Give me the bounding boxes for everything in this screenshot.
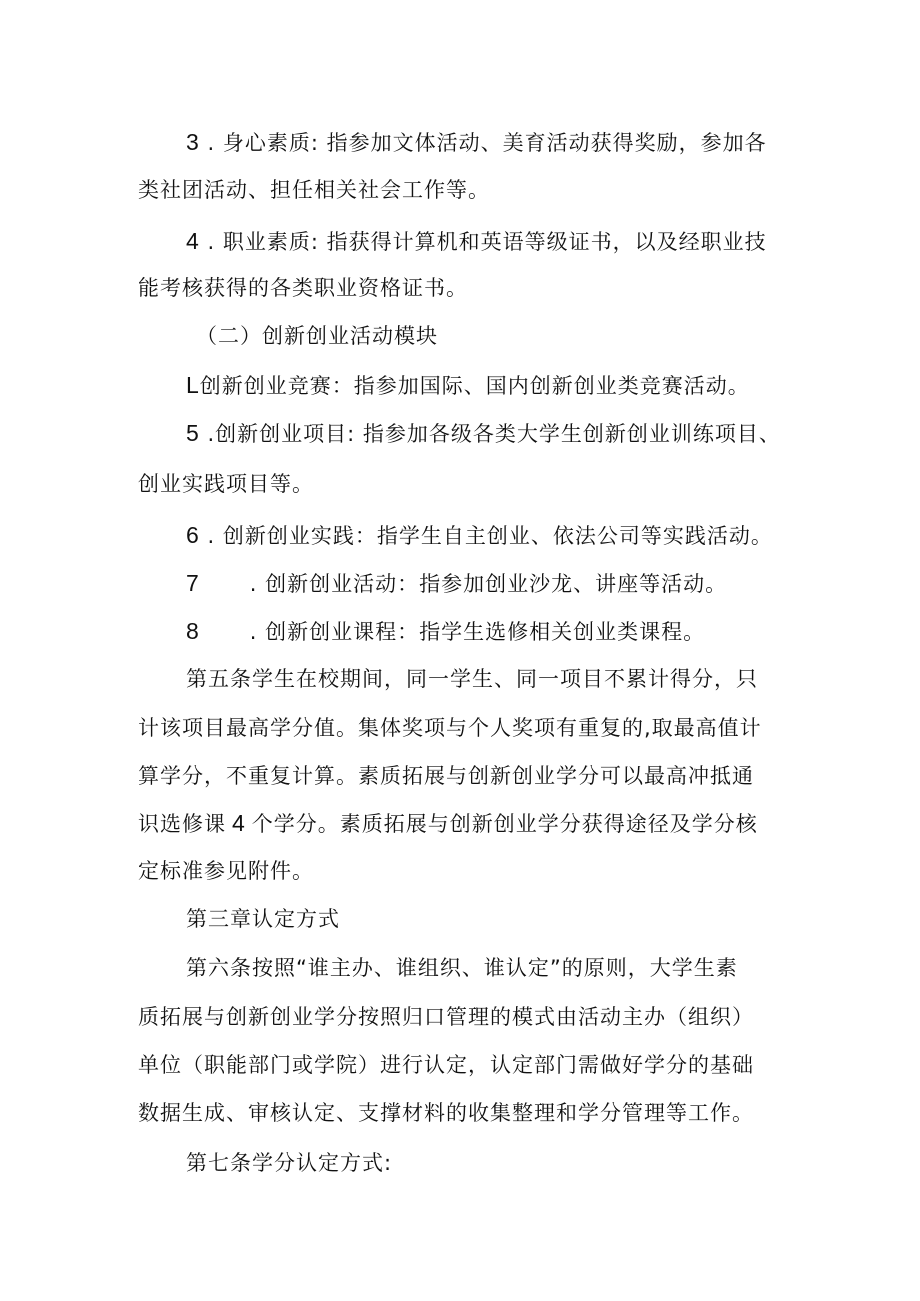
item-8-line xyxy=(186,616,705,647)
item-7-number: 7 xyxy=(186,570,200,596)
item-3-line-1 xyxy=(186,127,767,158)
item-6-number: 6 xyxy=(186,522,200,548)
item-3-line-2: 类社团活动、担任相关社会工作等。 xyxy=(138,178,490,202)
article-5-line-5: 定标准参见附件。 xyxy=(138,859,314,883)
module-heading: （二）创新创业活动模块 xyxy=(196,324,438,348)
article-5-line-3: 算学分，不重复计算。素质拓展与创新创业学分可以最高冲抵通 xyxy=(138,764,754,788)
item-l-text: 创新创业竞赛：指参加国际、国内创新创业类竞赛活动。 xyxy=(199,374,750,398)
item-7-text: . 创新创业活动：指参加创业沙龙、讲座等活动。 xyxy=(249,572,728,596)
article-5-line-1: 第五条学生在校期间，同一学生、同一项目不累计得分，只 xyxy=(186,667,758,691)
item-8-text: . 创新创业课程：指学生选修相关创业类课程。 xyxy=(249,620,706,644)
item-4-line-1 xyxy=(186,226,767,257)
item-8-number: 8 xyxy=(186,618,200,644)
article-5-credit-number: 4 xyxy=(232,810,246,836)
item-5-line-2: 创业实践项目等。 xyxy=(138,472,314,496)
item-3-number: 3 xyxy=(186,129,200,155)
item-5-line-1 xyxy=(186,418,781,449)
article-6-line-3: 单位（职能部门或学院）进行认定，认定部门需做好学分的基础 xyxy=(138,1053,754,1077)
article-6-line-2: 质拓展与创新创业学分按照归口管理的模式由活动主办（组织） xyxy=(138,1005,754,1029)
item-6-line xyxy=(186,520,773,551)
item-5-text: .创新创业项目: 指参加各级各类大学生创新创业训练项目、 xyxy=(199,422,781,446)
item-4-number: 4 xyxy=(186,228,200,254)
article-5-line-2: 计该项目最高学分值。集体奖项与个人奖项有重复的,取最高值计 xyxy=(138,716,762,740)
article-5-line-4 xyxy=(138,808,758,839)
item-6-text: . 创新创业实践：指学生自主创业、依法公司等实践活动。 xyxy=(199,524,773,548)
item-5-number: 5 xyxy=(186,420,200,446)
chapter-3-heading: 第三章认定方式 xyxy=(186,907,340,931)
article-5-text-b: 个学分。素质拓展与创新创业学分获得途径及学分核 xyxy=(251,812,758,836)
item-7-line xyxy=(186,568,727,599)
item-4-line-2: 能考核获得的各类职业资格证书。 xyxy=(138,276,468,300)
article-6-line-1: 第六条按照“谁主办、谁组织、谁认定”的原则，大学生素 xyxy=(186,956,738,980)
item-l-number: L xyxy=(186,372,200,398)
item-3-text: . 身心素质: 指参加文体活动、美育活动获得奖励，参加各 xyxy=(199,131,767,155)
item-l-line xyxy=(186,370,750,401)
article-5-text-a: 识选修课 xyxy=(138,812,226,836)
article-6-line-4: 数据生成、审核认定、支撑材料的收集整理和学分管理等工作。 xyxy=(138,1101,754,1125)
article-7-heading: 第七条学分认定方式: xyxy=(186,1151,393,1175)
item-4-text: . 职业素质: 指获得计算机和英语等级证书，以及经职业技 xyxy=(199,230,767,254)
